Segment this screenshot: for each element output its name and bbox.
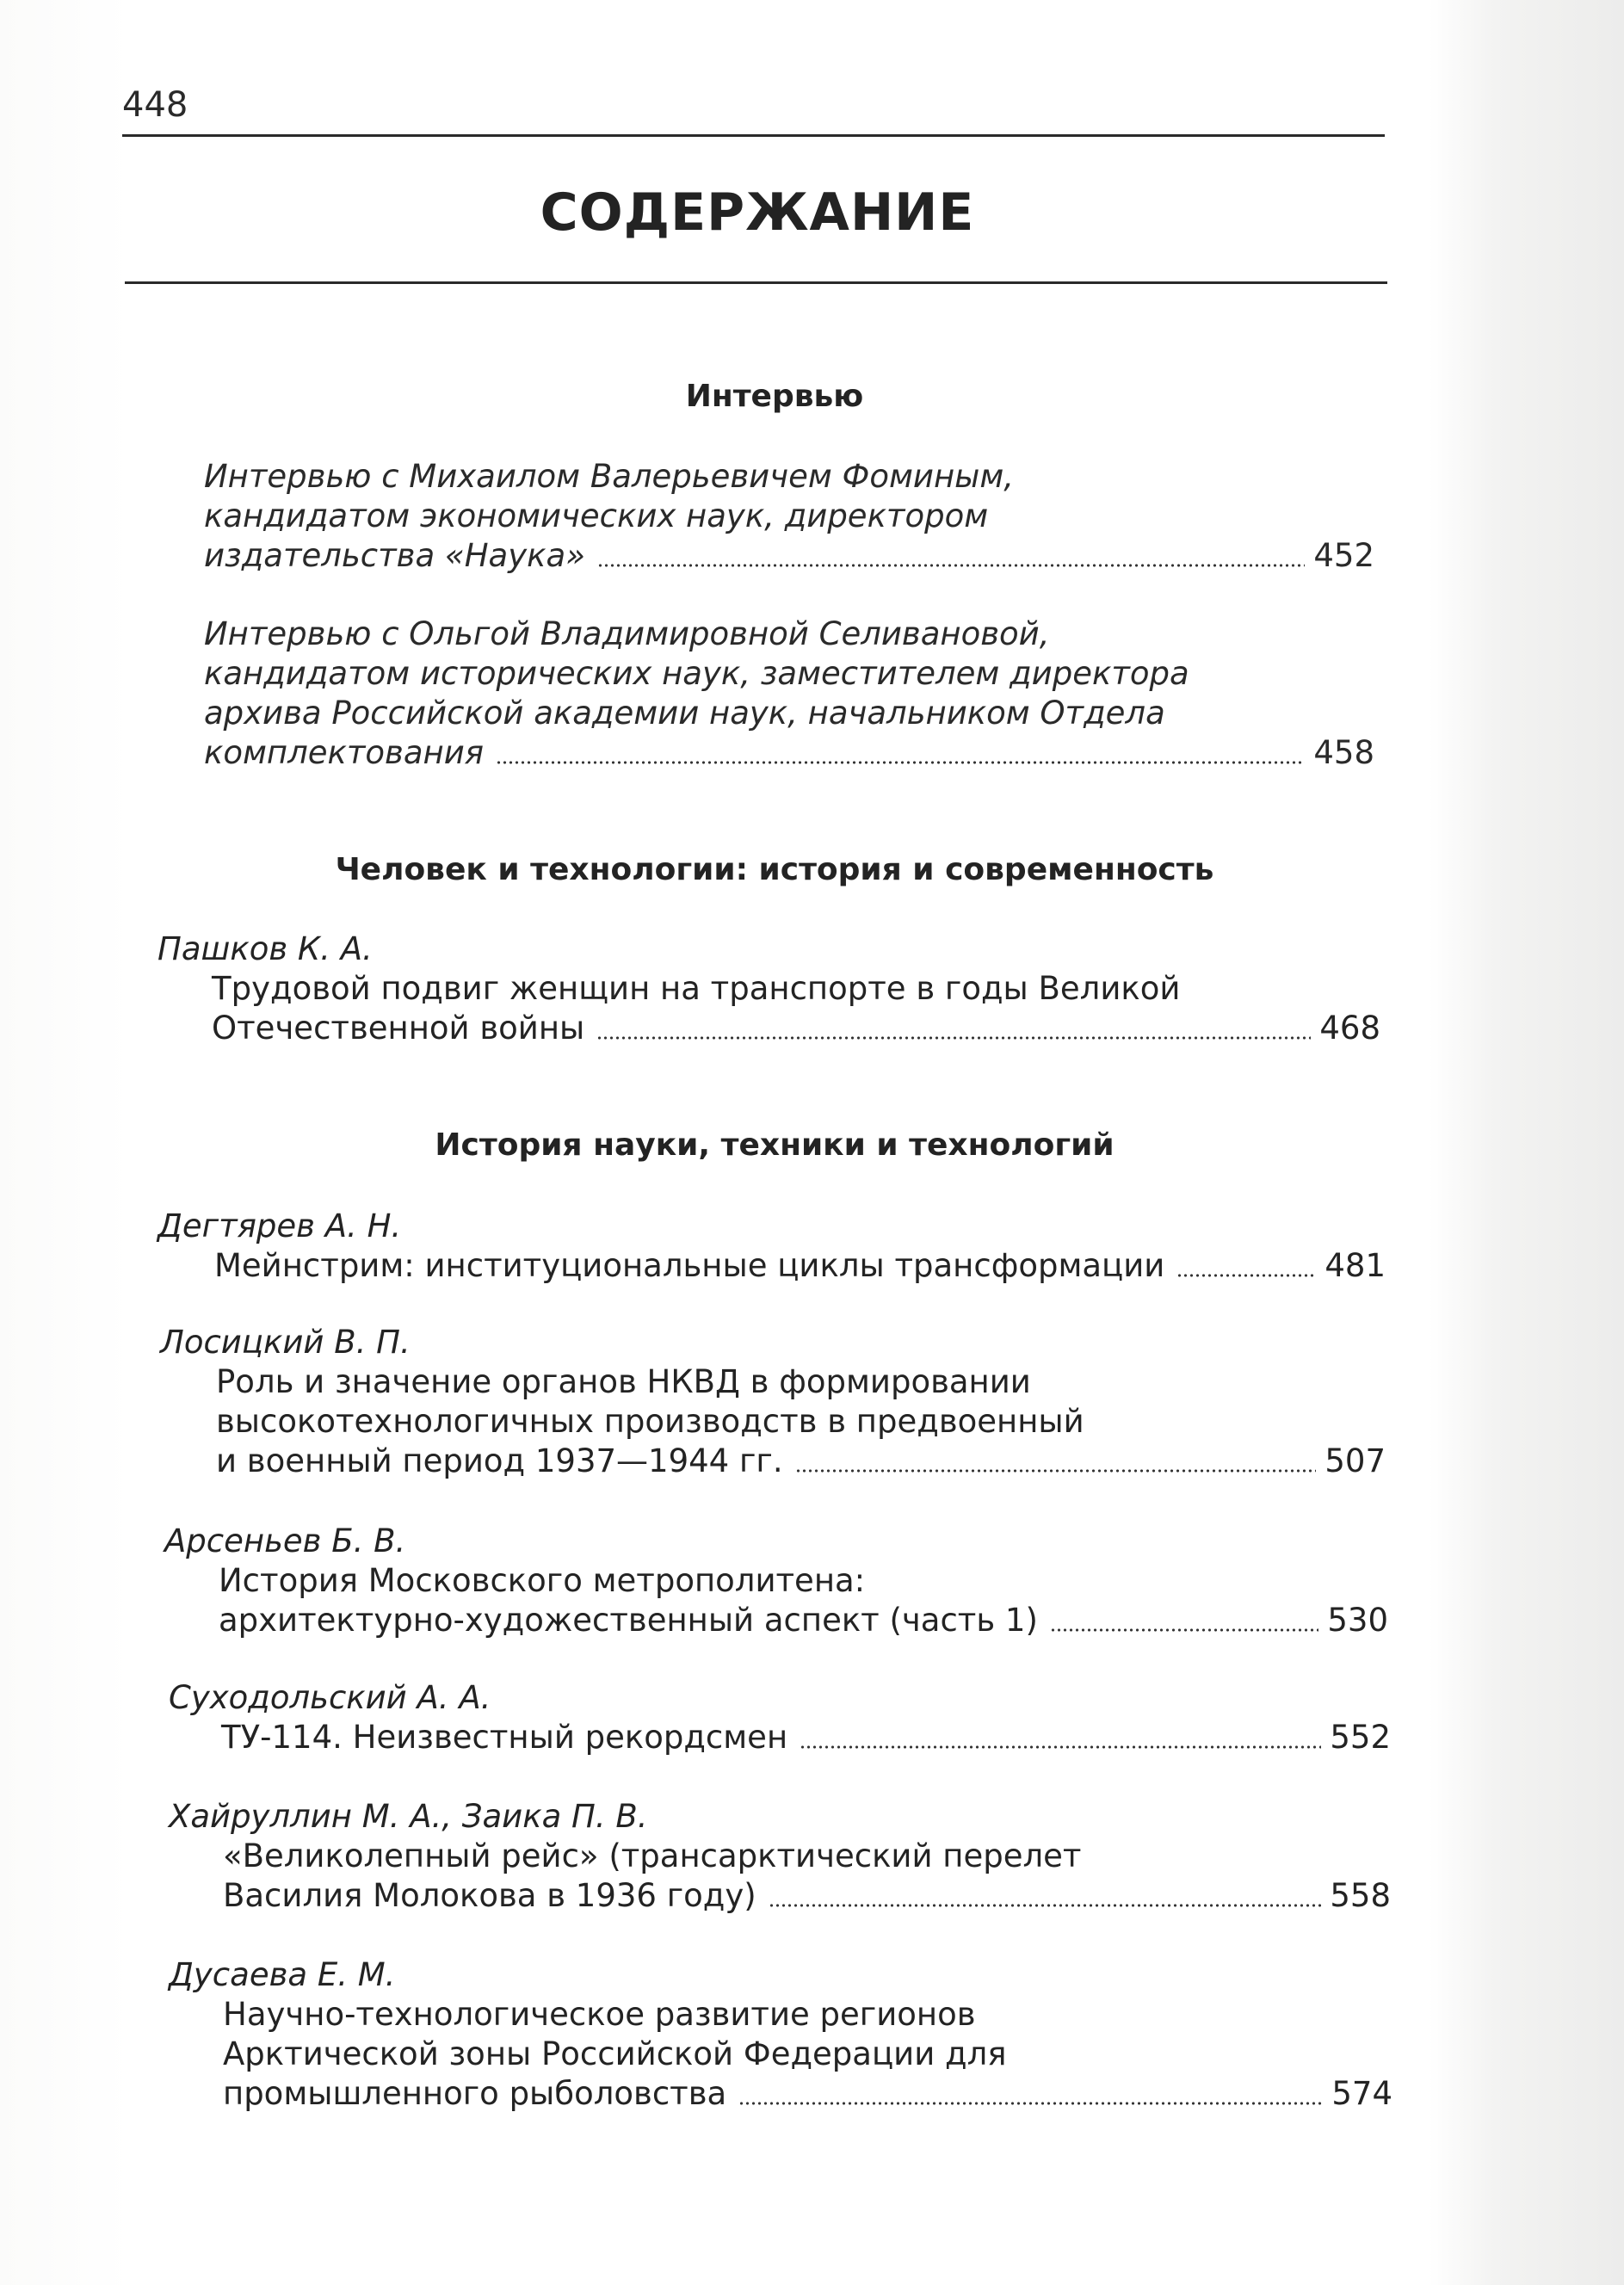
dot-leader: [769, 1882, 1322, 1908]
entry-title-line: Научно-технологическое развитие регионов: [223, 1996, 976, 2033]
entry-title-line: архива Российской академии наук, начальником Отдела: [204, 695, 1165, 732]
dot-leader: [597, 542, 1305, 568]
entry-title-line: архитектурно-художественный аспект (часть 1): [219, 1602, 1038, 1639]
toc-entry[interactable]: [160, 1323, 1386, 1481]
entry-title-line: Интервью с Михаилом Валерьевичем Фоминым,: [204, 458, 1015, 495]
entry-page-number: 458: [1313, 734, 1374, 771]
entry-title-line: Мейнстрим: институциональные циклы трансформации: [214, 1247, 1165, 1284]
toc-entry[interactable]: [157, 1207, 1386, 1286]
entry-author: Пашков К. А.: [157, 930, 373, 967]
entry-title-line: Василия Молокова в 1936 году): [223, 1877, 756, 1914]
entry-title-line: Отечественной войны: [212, 1010, 585, 1047]
dot-leader: [1050, 1607, 1318, 1633]
entry-title-line: комплектования: [204, 734, 485, 771]
entry-author: Лосицкий В. П.: [160, 1324, 411, 1361]
toc-entry[interactable]: [164, 1522, 1388, 1640]
toc-entry[interactable]: [157, 929, 1380, 1048]
top-rule: [122, 134, 1385, 137]
entry-title-line: высокотехнологичных производств в предвоенный: [216, 1403, 1084, 1440]
section-heading-interviews: Интервью: [685, 379, 864, 414]
section-heading-history-science: История науки, техники и технологий: [435, 1127, 1115, 1163]
entry-page-number: 468: [1319, 1010, 1380, 1047]
entry-title-line: издательства «Наука»: [204, 537, 585, 574]
entry-title-line: и военный период 1937—1944 гг.: [216, 1442, 783, 1479]
entry-author: Дегтярев А. Н.: [157, 1207, 402, 1244]
entry-page-number: 558: [1330, 1877, 1391, 1914]
dot-leader: [596, 1015, 1311, 1041]
entry-title-line: кандидатом исторических наук, заместителем директора: [204, 655, 1189, 692]
entry-author: Дусаева Е. М.: [169, 1956, 396, 1993]
entry-title-line: История Московского метрополитена:: [219, 1562, 866, 1599]
dot-leader: [800, 1724, 1321, 1750]
entry-title-line: промышленного рыболовства: [223, 2075, 727, 2112]
entry-author: Суходольский А. А.: [169, 1679, 491, 1716]
entry-page-number: 530: [1327, 1602, 1388, 1639]
entry-title-line: Роль и значение органов НКВД в формировании: [216, 1363, 1031, 1400]
entry-page-number: 481: [1325, 1247, 1386, 1284]
title-rule: [125, 281, 1387, 284]
section-heading-human-tech: Человек и технологии: история и современность: [335, 852, 1214, 887]
toc-entry[interactable]: [204, 457, 1374, 576]
dot-leader: [795, 1448, 1317, 1473]
entry-page-number: 574: [1331, 2075, 1392, 2112]
toc-entry[interactable]: [169, 1797, 1391, 1916]
toc-entry[interactable]: [169, 1678, 1391, 1757]
page-number: 448: [122, 85, 188, 125]
dot-leader: [496, 739, 1305, 765]
entry-title-line: Трудовой подвиг женщин на транспорте в годы Великой: [212, 970, 1181, 1007]
entry-title-line: «Великолепный рейс» (трансарктический перелет: [223, 1837, 1082, 1874]
entry-title-line: Интервью с Ольгой Владимировной Селивановой,: [204, 615, 1050, 652]
entry-author: Арсеньев Б. В.: [164, 1522, 406, 1559]
toc-entry[interactable]: [169, 1955, 1392, 2114]
entry-title-line: кандидатом экономических наук, директором: [204, 497, 989, 534]
entry-page-number: 507: [1325, 1442, 1386, 1479]
dot-leader: [1176, 1252, 1316, 1278]
entry-page-number: 452: [1313, 537, 1374, 574]
page-title: СОДЕРЖАНИЕ: [540, 182, 975, 243]
entry-page-number: 552: [1330, 1719, 1391, 1756]
entry-title-line: ТУ-114. Неизвестный рекордсмен: [221, 1719, 788, 1756]
dot-leader: [738, 2080, 1323, 2106]
entry-title-line: Арктической зоны Российской Федерации для: [223, 2035, 1007, 2072]
toc-entry[interactable]: [204, 614, 1374, 773]
entry-author: Хайруллин М. А., Заика П. В.: [169, 1798, 648, 1835]
